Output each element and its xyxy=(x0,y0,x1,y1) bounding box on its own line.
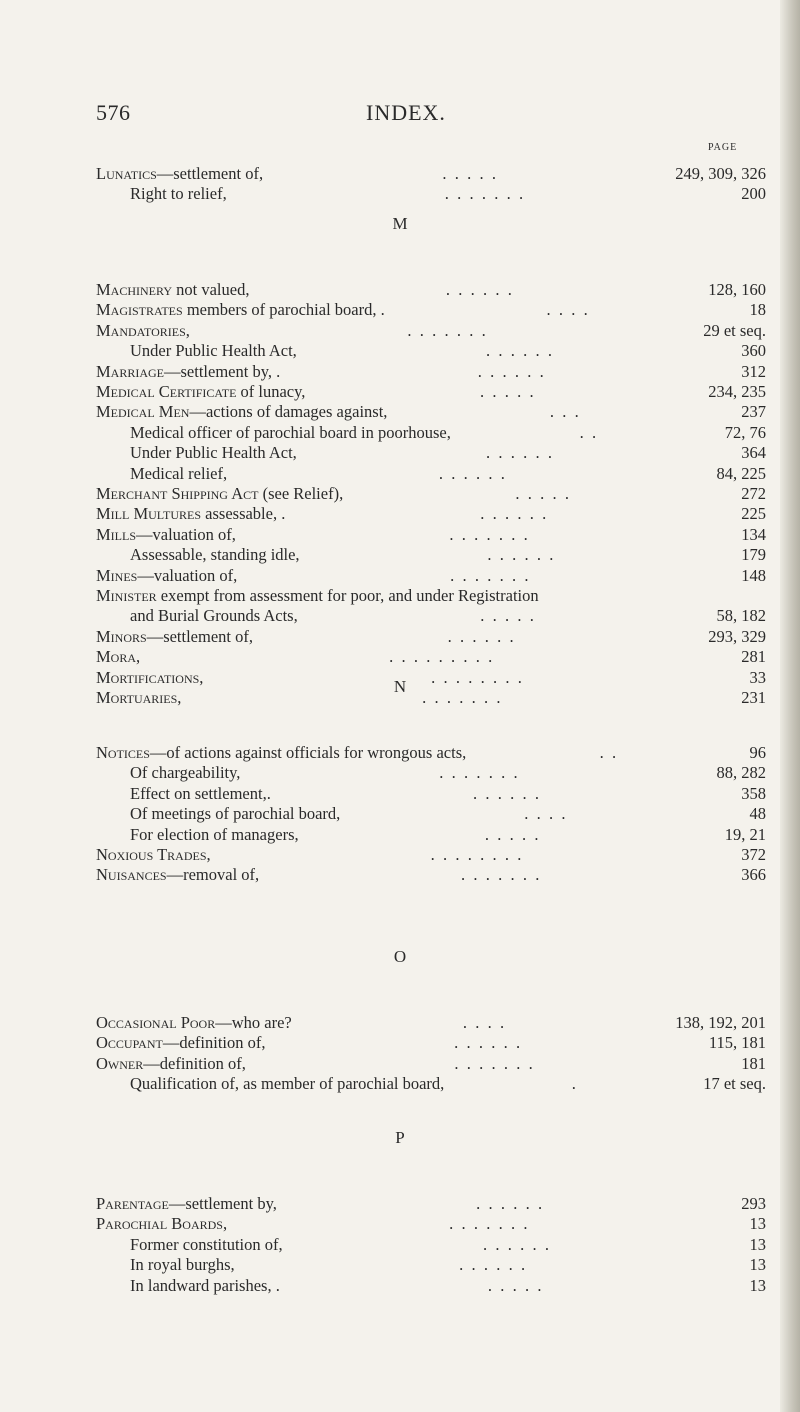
entry-label xyxy=(96,1033,265,1053)
dot-leader: . . . . . . xyxy=(447,627,514,646)
index-entry xyxy=(130,804,766,824)
entry-heading: Merchant Shipping Act xyxy=(96,484,259,503)
entry-page-ref: 19, 21 xyxy=(724,825,766,844)
entry-heading: Owner xyxy=(96,1054,144,1073)
dot-leader: . . . . . . xyxy=(459,1255,526,1274)
index-entry xyxy=(130,545,766,565)
entry-heading: Medical Certificate xyxy=(96,382,237,401)
entry-label xyxy=(130,1074,444,1094)
entry-text: Medical relief, xyxy=(130,464,228,483)
entry-heading: Parochial Boards, xyxy=(96,1214,228,1233)
dot-leader: . . . . . . . xyxy=(449,1214,528,1233)
entry-label xyxy=(130,804,340,824)
entry-text: —valuation of, xyxy=(137,566,238,585)
index-entry xyxy=(96,504,766,524)
entry-text: Medical officer of parochial board in poorhouse, xyxy=(130,423,451,442)
page-column-label: PAGE xyxy=(708,142,738,153)
index-entry xyxy=(96,1054,766,1074)
entry-text: —settlement by, xyxy=(168,1194,277,1213)
dot-leader: . . . . . xyxy=(515,484,570,503)
index-entry xyxy=(130,784,766,804)
index-entry xyxy=(130,606,766,626)
entry-heading: Mortuaries, xyxy=(96,688,182,707)
entry-label xyxy=(130,1255,235,1275)
entry-page-ref: 364 xyxy=(741,443,766,462)
entry-label xyxy=(96,402,387,422)
dot-leader: . . . . . xyxy=(480,382,534,401)
entry-text: Of chargeability, xyxy=(130,763,241,782)
entry-label xyxy=(130,825,299,845)
dot-leader: . . . . . . . xyxy=(407,321,486,340)
dot-leader: . . . . . . . xyxy=(449,525,528,544)
dot-leader: . . . . . . . xyxy=(439,763,518,782)
entry-heading: Minister xyxy=(96,586,157,605)
entry-label xyxy=(130,763,240,783)
entry-label xyxy=(96,300,385,320)
entry-label xyxy=(96,484,343,504)
dot-leader: . . . . xyxy=(462,1013,505,1032)
entry-label xyxy=(130,1235,283,1255)
entry-text: exempt from assessment for poor, and under Registration xyxy=(156,586,539,605)
entry-page-ref: 13 xyxy=(749,1255,766,1274)
entry-page-ref: 48 xyxy=(749,804,766,823)
entry-page-ref: 293, 329 xyxy=(708,627,766,646)
index-entry xyxy=(96,300,766,320)
index-entry xyxy=(130,1235,766,1255)
entry-label xyxy=(96,865,259,885)
index-entry xyxy=(96,1013,766,1033)
index-entry xyxy=(130,1074,766,1094)
entry-page-ref: 58, 182 xyxy=(716,606,766,625)
index-entry xyxy=(130,184,766,204)
entry-heading: Machinery xyxy=(96,280,173,299)
entry-page-ref: 372 xyxy=(741,845,766,864)
entry-label xyxy=(96,382,305,402)
page-title: INDEX. xyxy=(366,100,446,125)
index-entry xyxy=(96,586,766,606)
entry-page-ref: 249, 309, 326 xyxy=(675,164,766,183)
dot-leader: . . . . . . xyxy=(483,1235,550,1254)
entry-text: Under Public Health Act, xyxy=(130,443,297,462)
index-entry xyxy=(96,525,766,545)
entry-page-ref: 115, 181 xyxy=(708,1033,766,1052)
entry-heading: Marriage xyxy=(96,362,165,381)
entry-page-ref: 293 xyxy=(741,1194,766,1213)
dot-leader: . . xyxy=(579,423,597,442)
dot-leader: . . . . . xyxy=(487,1276,542,1295)
entry-text: In landward parishes, . xyxy=(130,1276,280,1295)
dot-leader: . . . . . . xyxy=(438,464,505,483)
entry-text: —who are? xyxy=(215,1013,292,1032)
dot-leader: . . . . . . xyxy=(486,443,553,462)
entry-text: —removal of, xyxy=(166,865,260,884)
dot-leader: . . . . . xyxy=(480,606,534,625)
entry-text: Effect on settlement,. xyxy=(130,784,271,803)
dot-leader: . . . . . . . xyxy=(444,184,524,203)
entry-page-ref: 358 xyxy=(741,784,766,803)
entry-page-ref: 148 xyxy=(741,566,766,585)
index-entry xyxy=(96,382,766,402)
entry-heading: Medical Men xyxy=(96,402,190,421)
entry-text: Assessable, standing idle, xyxy=(130,545,300,564)
dot-leader: . . . . . . . xyxy=(422,688,501,707)
entry-page-ref: 17 et seq. xyxy=(703,1074,766,1093)
entry-text: —definition of, xyxy=(162,1033,266,1052)
entry-label xyxy=(96,280,249,300)
entry-page-ref: 128, 160 xyxy=(708,280,766,299)
entry-label xyxy=(96,164,263,184)
dot-leader: . . . . . . xyxy=(445,280,512,299)
page-number: 576 xyxy=(96,100,131,125)
entry-label xyxy=(130,184,227,204)
entry-heading: Mines xyxy=(96,566,138,585)
dot-leader: . . . . . . . . . xyxy=(389,647,493,666)
entry-label xyxy=(96,362,280,382)
entry-page-ref: 84, 225 xyxy=(716,464,766,483)
entry-label xyxy=(96,743,466,763)
index-entry xyxy=(96,1214,766,1234)
dot-leader: . . . . . . . xyxy=(450,566,529,585)
entry-page-ref: 138, 192, 201 xyxy=(675,1013,766,1032)
entry-label xyxy=(96,845,211,865)
section-letter: N xyxy=(393,677,407,696)
entry-text: —settlement of, xyxy=(156,164,264,183)
entry-page-ref: 231 xyxy=(741,688,766,707)
dot-leader: . . . . . xyxy=(442,164,496,183)
entry-text: Former constitution of, xyxy=(130,1235,283,1254)
dot-leader: . . . . . . . xyxy=(461,865,540,884)
entry-page-ref: 200 xyxy=(741,184,766,203)
entry-page-ref: 312 xyxy=(741,362,766,381)
entry-page-ref: 360 xyxy=(741,341,766,360)
index-entry xyxy=(130,423,766,443)
entry-label xyxy=(96,1054,246,1074)
entry-page-ref: 225 xyxy=(741,504,766,523)
dot-leader: . . xyxy=(599,743,617,762)
entry-label xyxy=(130,545,300,565)
index-entry xyxy=(96,402,766,422)
entry-heading: Magistrates xyxy=(96,300,183,319)
entry-label xyxy=(96,647,140,667)
index-entry xyxy=(96,321,766,341)
entry-heading: Parentage xyxy=(96,1194,169,1213)
entry-text: and Burial Grounds Acts, xyxy=(130,606,298,625)
index-entry xyxy=(96,164,766,184)
index-entry xyxy=(96,362,766,382)
entry-page-ref: 18 xyxy=(749,300,766,319)
index-entry xyxy=(96,865,766,885)
index-entry xyxy=(96,484,766,504)
entry-text: members of parochial board, . xyxy=(182,300,385,319)
entry-label xyxy=(130,341,297,361)
entry-page-ref: 134 xyxy=(741,525,766,544)
entry-label xyxy=(96,1194,277,1214)
entry-heading: Mills xyxy=(96,525,137,544)
entry-heading: Lunatics xyxy=(96,164,157,183)
index-entry xyxy=(130,1276,766,1296)
entry-heading: Mora, xyxy=(96,647,141,666)
entry-text: —valuation of, xyxy=(136,525,236,544)
dot-leader: . . . . xyxy=(546,300,588,319)
entry-page-ref: 33 xyxy=(749,668,766,687)
entry-page-ref: 88, 282 xyxy=(716,763,766,782)
entry-label xyxy=(96,566,237,586)
dot-leader: . . . . . . xyxy=(477,362,544,381)
entry-text: Of meetings of parochial board, xyxy=(130,804,341,823)
entry-text: —actions of damages against, xyxy=(189,402,388,421)
entry-text: (see Relief), xyxy=(258,484,344,503)
entry-text: In royal burghs, xyxy=(130,1255,235,1274)
entry-text: For election of managers, xyxy=(130,825,299,844)
index-entry xyxy=(96,566,766,586)
entry-label xyxy=(130,784,271,804)
index-entry xyxy=(96,1033,766,1053)
index-entry xyxy=(96,743,766,763)
section-letter: M xyxy=(392,214,408,233)
entry-page-ref: 234, 235 xyxy=(708,382,766,401)
entry-label xyxy=(130,423,451,443)
entry-heading: Nuisances xyxy=(96,865,167,884)
dot-leader: . . . . xyxy=(524,804,566,823)
entry-page-ref: 13 xyxy=(749,1214,766,1233)
entry-text: —definition of, xyxy=(143,1054,246,1073)
index-entry xyxy=(96,647,766,667)
entry-page-ref: 29 et seq. xyxy=(703,321,766,340)
entry-label xyxy=(96,321,190,341)
index-entry xyxy=(130,763,766,783)
index-entry xyxy=(96,845,766,865)
entry-page-ref: 13 xyxy=(749,1276,766,1295)
entry-page-ref: 366 xyxy=(741,865,766,884)
entry-label xyxy=(96,1214,227,1234)
entry-page-ref: 179 xyxy=(741,545,766,564)
index-entry xyxy=(130,341,766,361)
entry-page-ref: 181 xyxy=(741,1054,766,1073)
entry-text: Qualification of, as member of parochial board, xyxy=(130,1074,445,1093)
entry-heading: Mortifications, xyxy=(96,668,204,687)
index-entry xyxy=(96,1194,766,1214)
dot-leader: . . . . . . . . xyxy=(430,845,522,864)
entry-text: Under Public Health Act, xyxy=(130,341,297,360)
entry-text: of lunacy, xyxy=(236,382,306,401)
entry-page-ref: 281 xyxy=(741,647,766,666)
entry-text: not valued, xyxy=(172,280,250,299)
entry-label xyxy=(96,627,253,647)
entry-page-ref: 72, 76 xyxy=(724,423,766,442)
dot-leader: . . . . . . xyxy=(454,1033,521,1052)
entry-label xyxy=(130,606,298,626)
entry-text: —settlement of, xyxy=(146,627,253,646)
entry-label xyxy=(96,504,285,524)
entry-heading: Occasional Poor xyxy=(96,1013,216,1032)
entry-label xyxy=(96,1013,292,1033)
index-entry xyxy=(130,825,766,845)
index-entry xyxy=(130,464,766,484)
page-edge-shadow xyxy=(780,0,800,1412)
index-entry xyxy=(130,1255,766,1275)
index-entry xyxy=(96,280,766,300)
entry-text: —settlement by, . xyxy=(164,362,281,381)
entry-heading: Notices xyxy=(96,743,150,762)
index-entry xyxy=(96,627,766,647)
dot-leader: . . . . . . xyxy=(473,784,540,803)
entry-label xyxy=(130,443,297,463)
dot-leader: . . . . . . xyxy=(476,1194,543,1213)
entry-heading: Noxious Trades, xyxy=(96,845,211,864)
entry-heading: Minors xyxy=(96,627,147,646)
entry-heading: Occupant xyxy=(96,1033,163,1052)
dot-leader: . . . . . . . xyxy=(454,1054,533,1073)
dot-leader: . xyxy=(571,1074,576,1093)
entry-label xyxy=(130,1276,280,1296)
section-letter: P xyxy=(395,1128,405,1147)
entry-page-ref: 96 xyxy=(749,743,766,762)
entry-text: —of actions against officials for wrongous acts, xyxy=(149,743,467,762)
entry-text: Right to relief, xyxy=(130,184,227,203)
entry-label xyxy=(96,586,539,606)
dot-leader: . . . . . . . . xyxy=(431,668,522,687)
dot-leader: . . . . . xyxy=(484,825,539,844)
dot-leader: . . . . . . xyxy=(486,341,553,360)
entry-label xyxy=(130,464,227,484)
dot-leader: . . . . . . xyxy=(480,504,547,523)
entry-text: assessable, . xyxy=(201,504,286,523)
dot-leader: . . . xyxy=(549,402,579,421)
entry-heading: Mill Multures xyxy=(96,504,202,523)
entry-label xyxy=(96,525,236,545)
dot-leader: . . . . . . xyxy=(487,545,554,564)
entry-page-ref: 13 xyxy=(749,1235,766,1254)
entry-page-ref: 272 xyxy=(741,484,766,503)
index-entry xyxy=(130,443,766,463)
section-letter: O xyxy=(393,947,407,966)
entry-heading: Mandatories, xyxy=(96,321,190,340)
entry-page-ref: 237 xyxy=(741,402,766,421)
